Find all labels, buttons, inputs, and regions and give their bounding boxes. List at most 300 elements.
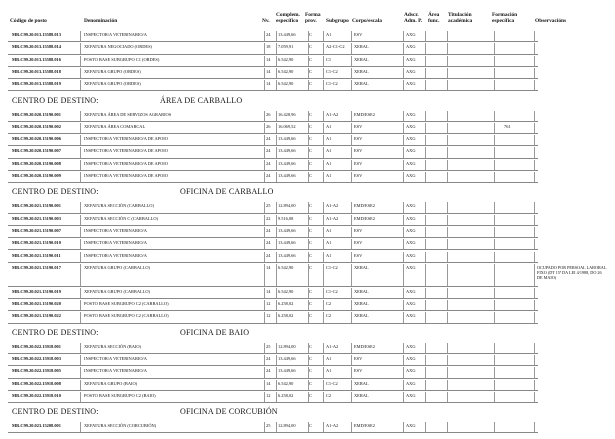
column-divider xyxy=(323,227,324,237)
column-divider xyxy=(425,123,426,133)
column-divider xyxy=(351,123,352,133)
cell-denominacion: INSPECTOR/A VETERINARIO/A DE APOIO xyxy=(84,173,168,178)
column-divider xyxy=(276,111,277,121)
column-divider xyxy=(80,202,81,212)
column-divider xyxy=(534,392,535,402)
cell-denominacion: XEFATURA ÁREA COMARCAL xyxy=(84,123,146,129)
column-divider xyxy=(494,422,495,432)
cell-code: MR.C99.20.022.15918.005 xyxy=(12,368,61,374)
column-divider xyxy=(494,264,495,286)
column-divider xyxy=(80,80,81,90)
column-divider xyxy=(80,56,81,66)
column-divider xyxy=(425,31,426,41)
table-row xyxy=(8,238,612,250)
column-divider xyxy=(80,160,81,170)
section-label: CENTRO DE DESTINO: xyxy=(12,407,99,417)
table-row xyxy=(8,134,612,146)
column-divider xyxy=(534,343,535,353)
header-subgrupo: Subgrupo xyxy=(326,18,349,24)
header-adscr-2: Adm. P. xyxy=(404,18,423,24)
column-divider xyxy=(447,288,448,298)
column-divider xyxy=(80,123,81,133)
cell-subgrupo: A1 xyxy=(326,123,332,129)
column-divider xyxy=(80,172,81,182)
cell-corpo: ESV xyxy=(354,227,363,233)
cell-complem: 6.542,90 xyxy=(278,380,294,386)
column-divider xyxy=(323,160,324,170)
section-name: OFICINA DE BAIO xyxy=(180,327,250,337)
column-divider xyxy=(323,135,324,145)
header-forma-1: Forma xyxy=(305,12,321,18)
cell-corpo: EMD/ESE2 xyxy=(354,203,375,209)
cell-code: MR.C99.20.021.15190.022 xyxy=(12,313,61,319)
cell-adscr: AXG xyxy=(406,227,416,233)
cell-complem: 13.449,66 xyxy=(278,252,296,258)
column-divider xyxy=(403,111,404,121)
column-divider xyxy=(308,147,309,157)
column-divider xyxy=(534,123,535,133)
cell-denominacion: INSPECTOR/A VETERINARIO/A DE APOIO xyxy=(84,148,168,154)
column-divider xyxy=(403,123,404,133)
column-divider xyxy=(447,252,448,262)
column-divider xyxy=(534,300,535,310)
column-divider xyxy=(264,31,265,41)
column-divider xyxy=(264,43,265,53)
column-divider xyxy=(403,312,404,322)
column-divider xyxy=(403,367,404,377)
cell-adscr: AXG xyxy=(406,203,416,209)
cell-complem: 13.449,66 xyxy=(278,32,296,37)
cell-subgrupo: A1 xyxy=(326,173,332,178)
table-row xyxy=(8,342,612,354)
column-divider xyxy=(308,239,309,249)
cell-adscr: AXG xyxy=(406,301,416,307)
cell-nivel: 26 xyxy=(266,111,271,117)
cell-forma: C xyxy=(309,203,312,209)
cell-adscr: AXG xyxy=(406,148,416,154)
column-divider xyxy=(80,422,81,432)
cell-adscr: AXG xyxy=(406,264,416,270)
column-divider xyxy=(276,31,277,41)
column-divider xyxy=(80,392,81,402)
column-divider xyxy=(276,392,277,402)
column-divider xyxy=(447,56,448,66)
cell-complem: 16.428,96 xyxy=(278,111,296,117)
column-divider xyxy=(308,380,309,390)
cell-complem: 6.258,02 xyxy=(278,301,294,307)
column-divider xyxy=(351,367,352,377)
column-divider xyxy=(276,422,277,432)
cell-subgrupo: C2 xyxy=(326,313,332,319)
cell-adscr: AXG xyxy=(406,423,416,429)
cell-adscr: AXG xyxy=(406,123,416,129)
column-divider xyxy=(403,80,404,90)
column-divider xyxy=(308,31,309,41)
column-divider xyxy=(323,312,324,322)
column-divider xyxy=(308,160,309,170)
cell-denominacion: INSPECTOR/A VETERINARIO/A xyxy=(84,356,147,361)
column-divider xyxy=(447,312,448,322)
column-divider xyxy=(80,239,81,249)
column-divider xyxy=(276,215,277,225)
cell-complem: 13.449,66 xyxy=(278,136,296,142)
cell-code: MR.C99.20.020.15190.002 xyxy=(12,123,61,129)
cell-subgrupo: A1 xyxy=(326,32,332,37)
column-divider xyxy=(447,135,448,145)
table-row xyxy=(8,42,612,54)
column-divider xyxy=(403,227,404,237)
column-divider xyxy=(264,227,265,237)
cell-denominacion: XEFATURA GRUPO (CARBALLO) xyxy=(84,288,151,294)
cell-nivel: 24 xyxy=(266,148,271,154)
column-divider xyxy=(323,215,324,225)
column-divider xyxy=(80,288,81,298)
column-divider xyxy=(308,172,309,182)
cell-subgrupo: A1 xyxy=(326,240,332,246)
column-divider xyxy=(308,264,309,286)
cell-denominacion: XEFATURA GRUPO (ORDES) xyxy=(84,68,141,74)
cell-code: MR.C99.20.020.15190.007 xyxy=(12,148,61,154)
column-divider xyxy=(425,367,426,377)
table-row xyxy=(8,421,612,433)
column-divider xyxy=(425,215,426,225)
column-divider xyxy=(534,422,535,432)
cell-forma: C xyxy=(309,356,312,361)
column-divider xyxy=(534,111,535,121)
cell-subgrupo: A1 xyxy=(326,368,332,374)
header-codigo: Código de posto xyxy=(10,18,47,24)
cell-subgrupo: C1-C2 xyxy=(326,288,338,294)
column-divider xyxy=(308,312,309,322)
cell-code: MR.C99.20.021.15190.017 xyxy=(12,264,61,270)
column-divider xyxy=(534,80,535,90)
table-row xyxy=(8,287,612,299)
cell-nivel: 24 xyxy=(266,368,271,374)
column-divider xyxy=(80,215,81,225)
header-observacions: Observacións xyxy=(535,18,567,24)
cell-code: MR.C99.20.020.15190.001 xyxy=(12,111,61,117)
column-divider xyxy=(264,422,265,432)
cell-forma: C xyxy=(309,380,312,386)
column-divider xyxy=(323,392,324,402)
column-divider xyxy=(308,288,309,298)
table-row xyxy=(8,146,612,158)
column-divider xyxy=(534,68,535,78)
cell-forma: C xyxy=(309,32,312,37)
column-divider xyxy=(447,355,448,365)
cell-code: MR.C99.20.022.15918.003 xyxy=(12,356,61,361)
column-divider xyxy=(403,300,404,310)
column-divider xyxy=(534,56,535,66)
column-divider xyxy=(534,367,535,377)
cell-corpo: EMD/ESE2 xyxy=(354,215,375,221)
cell-corpo: ESV xyxy=(354,356,363,361)
column-divider xyxy=(494,202,495,212)
column-divider xyxy=(80,147,81,157)
column-divider xyxy=(323,343,324,353)
column-divider xyxy=(276,312,277,322)
column-divider xyxy=(264,172,265,182)
header-corpo: Corpo/escala xyxy=(352,18,382,24)
cell-subgrupo: A1 xyxy=(326,148,332,154)
column-divider xyxy=(403,355,404,365)
column-divider xyxy=(264,80,265,90)
column-divider xyxy=(494,252,495,262)
cell-forma: C xyxy=(309,264,312,270)
column-divider xyxy=(80,68,81,78)
column-divider xyxy=(534,147,535,157)
table-row xyxy=(8,55,612,67)
column-divider xyxy=(425,300,426,310)
column-divider xyxy=(494,239,495,249)
column-divider xyxy=(425,56,426,66)
table-row xyxy=(8,354,612,366)
cell-denominacion: INSPECTOR/A VETERINARIO/A xyxy=(84,368,147,374)
column-divider xyxy=(323,252,324,262)
column-divider xyxy=(276,380,277,390)
table-row xyxy=(8,214,612,226)
cell-complem: 12.894,00 xyxy=(278,203,296,209)
cell-code: MR.C99.20.022.15918.008 xyxy=(12,380,61,386)
header-complem-2: específico xyxy=(276,18,299,24)
cell-nivel: 14 xyxy=(266,68,271,74)
cell-code: MR.C99.20.021.15190.003 xyxy=(12,215,61,221)
column-divider xyxy=(276,43,277,53)
column-divider xyxy=(351,68,352,78)
column-divider xyxy=(264,68,265,78)
column-divider xyxy=(308,300,309,310)
table-row xyxy=(8,311,612,323)
cell-forma: C xyxy=(309,173,312,178)
column-divider xyxy=(425,288,426,298)
cell-corpo: XERAL xyxy=(354,264,369,270)
column-divider xyxy=(403,380,404,390)
column-divider xyxy=(351,172,352,182)
column-divider xyxy=(276,56,277,66)
cell-denominacion: XEFATURA GRUPO (CARBALLO) xyxy=(84,264,151,270)
row-rule xyxy=(8,90,538,91)
cell-complem: 6.258,02 xyxy=(278,392,294,398)
cell-denominacion: POSTO BASE SUBGRUPO C2 (CARBALLO) xyxy=(84,313,169,319)
column-divider xyxy=(351,215,352,225)
column-divider xyxy=(425,264,426,286)
column-divider xyxy=(534,215,535,225)
cell-subgrupo: C2 xyxy=(326,392,332,398)
cell-denominacion: XEFATURA SECCIÓN (CORCUBIÓN) xyxy=(84,423,157,429)
column-divider xyxy=(308,135,309,145)
cell-nivel: 14 xyxy=(266,380,271,386)
cell-forma: C xyxy=(309,392,312,398)
cell-adscr: AXG xyxy=(406,68,416,74)
table-row xyxy=(8,226,612,238)
cell-adscr: AXG xyxy=(406,215,416,221)
column-divider xyxy=(403,239,404,249)
column-divider xyxy=(276,80,277,90)
column-divider xyxy=(425,252,426,262)
cell-code: MR.C99.20.020.15190.009 xyxy=(12,173,61,178)
cell-adscr: AXG xyxy=(406,313,416,319)
cell-complem: 7.059,91 xyxy=(278,44,294,50)
column-divider xyxy=(80,43,81,53)
cell-code: MR.C99.20.023.15208.001 xyxy=(12,423,61,429)
table-row xyxy=(8,110,612,122)
section-label: CENTRO DE DESTINO: xyxy=(12,327,99,337)
column-divider xyxy=(351,56,352,66)
column-divider xyxy=(494,380,495,390)
column-divider xyxy=(403,172,404,182)
column-divider xyxy=(308,43,309,53)
column-divider xyxy=(80,135,81,145)
column-divider xyxy=(80,252,81,262)
cell-code: MR.C99.20.013.15588.013 xyxy=(12,32,61,37)
column-divider xyxy=(308,392,309,402)
header-adscr-1: Adscr. xyxy=(404,12,419,18)
cell-nivel: 14 xyxy=(266,264,271,270)
cell-denominacion: INSPECTOR/A VETERINARIO/A xyxy=(84,240,147,246)
column-divider xyxy=(534,202,535,212)
table-row xyxy=(8,379,612,391)
column-divider xyxy=(403,215,404,225)
table-row xyxy=(8,391,612,403)
column-divider xyxy=(276,135,277,145)
header-titulacion-1: Titulación xyxy=(448,12,472,18)
column-divider xyxy=(80,300,81,310)
column-divider xyxy=(494,147,495,157)
table-row xyxy=(8,366,612,378)
column-divider xyxy=(425,160,426,170)
cell-forma: C xyxy=(309,240,312,246)
column-divider xyxy=(264,147,265,157)
column-divider xyxy=(276,202,277,212)
column-divider xyxy=(264,343,265,353)
cell-complem: 6.258,02 xyxy=(278,313,294,319)
cell-nivel: 24 xyxy=(266,32,271,37)
cell-complem: 6.542,90 xyxy=(278,288,294,294)
cell-complem: 6.542,90 xyxy=(278,264,294,270)
cell-complem: 13.449,66 xyxy=(278,227,296,233)
column-divider xyxy=(308,202,309,212)
row-rule xyxy=(8,432,538,433)
table-row xyxy=(8,263,612,287)
cell-nivel: 14 xyxy=(266,81,271,87)
header-forma-2: prov. xyxy=(305,18,317,24)
cell-forma: C xyxy=(309,313,312,319)
row-rule xyxy=(8,402,538,403)
column-divider xyxy=(308,123,309,133)
cell-code: MR.C99.20.022.15918.010 xyxy=(12,392,61,398)
column-divider xyxy=(403,43,404,53)
cell-forma: C xyxy=(309,123,312,129)
cell-nivel: 24 xyxy=(266,160,271,166)
column-divider xyxy=(323,355,324,365)
table-row xyxy=(8,299,612,311)
cell-denominacion: INSPECTOR/A VETERINARIO/A DE APOIO xyxy=(84,136,168,142)
cell-complem: 12.894,00 xyxy=(278,423,296,429)
column-divider xyxy=(80,312,81,322)
column-divider xyxy=(534,160,535,170)
cell-subgrupo: A1-A2 xyxy=(326,111,339,117)
column-divider xyxy=(403,288,404,298)
column-divider xyxy=(534,135,535,145)
cell-subgrupo: C1 xyxy=(326,56,332,62)
column-divider xyxy=(447,80,448,90)
header-complem-1: Complem. xyxy=(276,12,300,18)
column-divider xyxy=(308,252,309,262)
column-divider xyxy=(447,343,448,353)
column-divider xyxy=(403,56,404,66)
column-divider xyxy=(534,264,535,286)
column-divider xyxy=(264,252,265,262)
cell-nivel: 24 xyxy=(266,227,271,233)
header-nivel: Nv. xyxy=(262,18,270,24)
column-divider xyxy=(323,31,324,41)
cell-subgrupo: C1-C2 xyxy=(326,380,338,386)
column-divider xyxy=(447,300,448,310)
cell-corpo: ESV xyxy=(354,160,363,166)
column-divider xyxy=(494,355,495,365)
column-divider xyxy=(494,160,495,170)
column-divider xyxy=(264,300,265,310)
cell-denominacion: INSPECTOR/A VETERINARIO/A DE APOIO xyxy=(84,160,168,166)
column-divider xyxy=(447,147,448,157)
cell-complem: 13.449,66 xyxy=(278,368,296,374)
column-divider xyxy=(425,239,426,249)
cell-code: MR.C99.20.021.15190.010 xyxy=(12,240,61,246)
cell-forma: C xyxy=(309,368,312,374)
column-divider xyxy=(351,80,352,90)
table-row xyxy=(8,251,612,263)
column-divider xyxy=(276,68,277,78)
cell-complem: 16.069,52 xyxy=(278,123,296,129)
column-divider xyxy=(447,111,448,121)
column-divider xyxy=(425,172,426,182)
cell-corpo: XERAL xyxy=(354,56,369,62)
cell-code: MR.C99.20.021.15190.011 xyxy=(12,252,61,258)
cell-corpo: XERAL xyxy=(354,44,369,50)
column-divider xyxy=(351,147,352,157)
column-divider xyxy=(425,392,426,402)
cell-forma: C xyxy=(309,111,312,117)
column-divider xyxy=(351,380,352,390)
cell-complem: 6.542,90 xyxy=(278,81,294,87)
column-divider xyxy=(494,215,495,225)
cell-complem: 6.542,90 xyxy=(278,68,294,74)
cell-denominacion: XEFATURA GRUPO (BAIO) xyxy=(84,380,138,386)
cell-complem: 6.542,90 xyxy=(278,56,294,62)
column-divider xyxy=(403,68,404,78)
column-divider xyxy=(534,172,535,182)
cell-nivel: 24 xyxy=(266,173,271,178)
cell-denominacion: INSPECTOR/A VETERINARIO/A xyxy=(84,227,147,233)
cell-corpo: XERAL xyxy=(354,288,369,294)
cell-nivel: 14 xyxy=(266,56,271,62)
cell-corpo: XERAL xyxy=(354,313,369,319)
section-name: OFICINA DE CORCUBIÓN xyxy=(180,407,278,417)
column-divider xyxy=(264,392,265,402)
column-divider xyxy=(494,123,495,133)
column-divider xyxy=(323,56,324,66)
column-divider xyxy=(447,43,448,53)
cell-nivel: 25 xyxy=(266,423,271,429)
column-divider xyxy=(403,147,404,157)
section-label: CENTRO DE DESTINO: xyxy=(12,187,99,197)
table-row xyxy=(8,201,612,213)
column-divider xyxy=(276,343,277,353)
cell-nivel: 14 xyxy=(266,288,271,294)
column-divider xyxy=(308,422,309,432)
cell-corpo: EMD/ESE2 xyxy=(354,111,375,117)
cell-adscr: AXG xyxy=(406,44,416,50)
